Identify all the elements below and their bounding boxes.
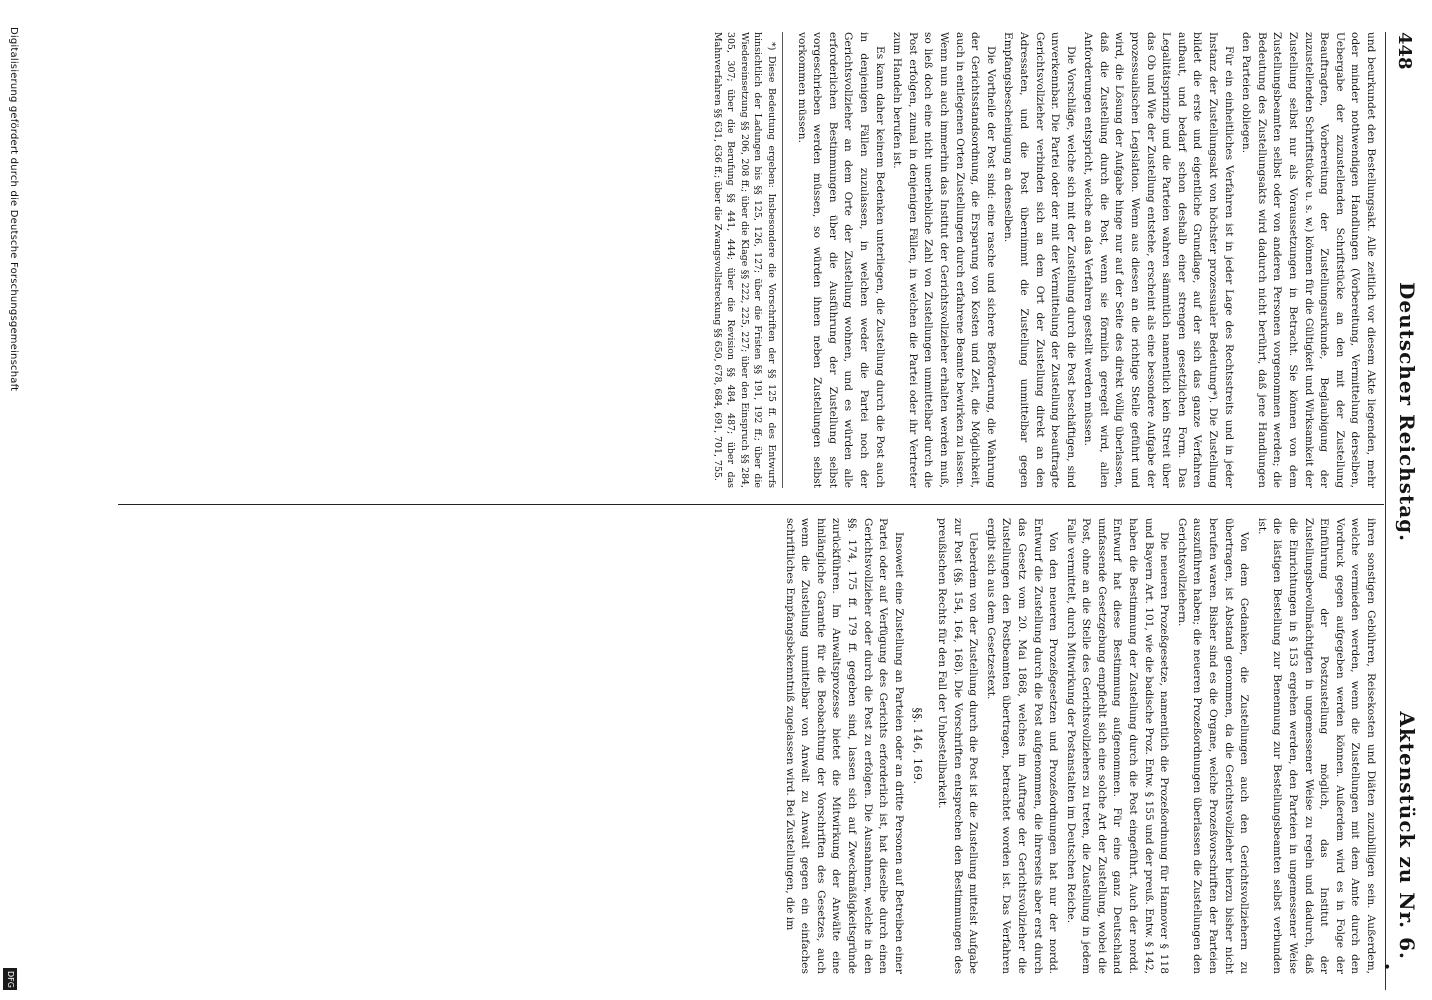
- paragraph: Die Vorschläge, welche sich mit der Zustellung durch die Post beschäftigen, sind unverkennbar. Die Partei oder der mit der Vermittelung der Zustellung beauftragte Gerichtsvollzieher verbinden sich an dem Ort der Zustellung direkt an den Adressaten, und die Post übernimmt die Zustellung unmittelbar gegen Empfangsbescheinigung an denselben.: [1002, 32, 1077, 488]
- paragraph: und beurkundet den Bestellungsakt. Alle zeitlich vor diesem Akte liegenden, mehr oder minder nothwendigen Handlungen (Vorbereitung, Vermittelung derselben, Uebergabe der zuzustellenden Schriftstücke an den mit der Zustellung Beauftragten, Vorbereitung der Zustellungsurkunde, Beglaubigung der zuzustellenden Schriftstücke u. s. w.) können für die Gültigkeit und Wirksamkeit der Zustellung selbst nur als Voraussetzungen in Betracht. Sie können von dem Zustellungsbeamten selbst oder von anderen Personen vorgenommen werden; die Bedeutung des Zustellungsakts wird dadurch nicht berührt, daß jene Handlungen den Parteien obliegen.: [1240, 32, 1377, 488]
- paragraph: Von den neueren Prozeßgesetzen und Prozeßordnungen hat nur der nordd. Entwurf die Zustellung durch die Post aufgenommen, die ihrerseits aber erst durch das Gesetz vom 20. Mai 1868, welches im Auftrage der Gerichtsvollzieher die Zustellungen den Postbeamten übertragen, betrachtet worden ist. Das Verfahren ergibt sich aus dem Gesetzestext.: [984, 518, 1060, 974]
- paragraph: Die Vortheile der Post sind: eine rasche und sichere Beförderung, die Wahrung der Gerichtsstandsordnung, die Ersparung von Kosten und Zeit, die Möglichkeit, auch in entlegenen Orten Zustellungen durch erfahrene Beamte bewirken zu lassen. Wenn nun auch immerhin das Institut der Gerichtsvollzieher erhalten werden muß, so ließ doch eine nicht unerhebliche Zahl von Zustellungen unmittelbar durch die Post erfolgen, zumal in denjenigen Fällen, in welchen die Partei oder ihr Vertreter zum Handeln berufen ist.: [891, 32, 997, 489]
- paragraph: Die neueren Prozeßgesetze, namentlich die Prozeßordnung für Hannover § 118 und Bayern Art. 101, wie die badische Proz. Entw. § 155 und der preuß. Entw. § 142, haben die Bestimmung der Zustellung durch die Post eingeführt. Auch der nordd. Entwurf hat diese Bestimmung aufgenommen. Für eine ganz Deutschland umfassende Gesetzgebung empfiehlt sich eine solche Art der Zustellung, wobei die Post, ohne an die Stelle des Gerichtsvollziehers zu treten, die Zustellung in jedem Falle vermittelt, durch Mitwirkung der Postanstalten im Deutschen Reiche.: [1064, 518, 1171, 974]
- page-title: Deutscher Reichstag.: [1395, 282, 1419, 543]
- paragraph: Insoweit eine Zustellung an Parteien oder an dritte Personen auf Betreiben einer Partei oder auf Verfügung des Gerichts erforderlich ist, hat dieselbe durch einen Gerichtsvollzieher oder durch die Post zu erfolgen. Die Ausnahmen, welche in den §§. 174, 175 ff. 179 ff. gegeben sind, lassen sich auf Zweckmäßigkeitsgründe zurückführen. Im Anwaltsprozesse bietet die Mitwirkung der Anwälte eine hinlängliche Garantie für die Beobachtung der Vorschriften des Gesetzes, auch wenn die Zustellung unmittelbar von Anwalt zu Anwalt gegen ein einfaches schriftliches Empfangsbekenntniß zugelassen wird. Bei Zustellungen, die im: [783, 518, 905, 974]
- right-column: [779, 518, 1378, 974]
- digitization-credit: Digitalisierung gefördert durch die Deutsche Forschungsgemeinschaft: [8, 27, 19, 392]
- left-column: [708, 32, 1378, 488]
- page-header: [1388, 32, 1419, 990]
- dfg-logo: DFG: [3, 968, 17, 990]
- footnote-text: *) Diese Bedeutung ergeben: Insbesondere die Vorschriften der §§ 125 ff. des Entwurfs hinsichtlich der Ladungen bis §§ 125, 126, 127; über die Fristen §§ 191, 192 ff.; über die Wiedereinsetzung §§ 206, 208 ff.; über die Klage §§ 222, 225, 227; über den Einspruch §§ 284, 305, 307; über die Berufung §§ 441, 444; über die Revision §§ 484, 487; über das Mahnverfahren §§ 631, 636 ff.; über die Zwangsvollstreckung §§ 650, 678, 684, 691, 701, 755.: [711, 32, 778, 488]
- paragraph: Von dem Gedanken, die Zustellungen auch den Gerichtsvollziehern zu übertragen, ist Abstand genommen, da die Gerichtsvollzieher hierzu bisher nicht berufen waren. Bisher sind es die Organe, welche Prozeßvorschriften der Parteien auszuführen haben; die neueren Prozeßordnungen überlassen die Zustellungen den Gerichtsvollziehern.: [1175, 518, 1251, 974]
- section-heading: §§. 146, 169.: [911, 707, 925, 785]
- column-divider: [118, 504, 1384, 505]
- rotated-page: [114, 32, 1419, 990]
- paragraph: Für ein einheitliches Verfahren ist in jeder Lage des Rechtsstreits und in jeder Instanz der Zustellungsakt von höchster prozessualer Bedeutung*). Die Zustellung bildet die erste und eigentliche Grundlage, auf der sich das ganze Verfahren aufbaut, und bedarf schon deshalb einer strengen gesetzlichen Form. Das Legalitätsprinzip und die Parteien wahren sämmtlich namentlich kein Streit über das Ob und Wie der Zustellung entstehe, erscheint als eine besondere Aufgabe der prozessualischen Legislation. Wenn aus diesen an die richtige Stelle geführt und wird, die Lösung der Aufgabe hinge nur auf der Seite des direkt völlig überlassen, daß die Zustellung durch die Post, wenn sie förmlich geregelt wird, allen Anforderungen entspricht, welche an das Verfahren gestellt werden müssen.: [1082, 32, 1235, 488]
- paragraph: Ueberdem von der Zustellung durch die Post ist die Zustellung mittelst Aufgabe zur Post (§§. 154, 164, 168). Die Vorschriften entsprechen den Bestimmungen des preußischen Rechts für den Fall der Unbestellbarkeit.: [935, 518, 980, 974]
- paragraph: Es kann daher keinem Bedenken unterliegen, die Zustellung durch die Post auch in denjenigen Fällen zuzulassen, in welchen weder die Partei noch der Gerichtsvollzieher an dem Orte der Zustellung wohnen, und es würden alle erforderlichen Bestimmungen über die Ausführung der Zustellung selbst vorgeschrieben werden müssen, so würden ihnen neben Zustellungen selbst vorkommen müssen.: [795, 32, 886, 488]
- scanned-page-area: [114, 32, 1419, 990]
- page-mark-icon: •: [1383, 960, 1392, 976]
- digitization-credit-strip: [0, 0, 22, 1000]
- appendix-title: Aktenstück zu Nr. 6.: [1395, 711, 1419, 960]
- header-rule: [1385, 32, 1386, 990]
- page-number: 448: [1394, 32, 1415, 70]
- paragraph: ihren sonstigen Gebühren, Reisekosten und Diäten zuzubilligen sein. Außerdem, welche vermieden werden, wenn die Zustellungen mit dem Amte durch den Vordruck gegen aufgegeben werden können. Außerdem wird es in Folge der Einführung der Postzustellung möglich, das Institut der Zustellungsbevollmächtigten in ungemessener Weise zu regeln und dadurch, daß die Einrichtungen in § 153 ergehen werden, den Parteien in ungemessener Weise die lästigen Bestellung zur Benennung zur Bestellungsbeamten selbst verbunden ist.: [1255, 518, 1377, 974]
- footnote: [710, 32, 783, 488]
